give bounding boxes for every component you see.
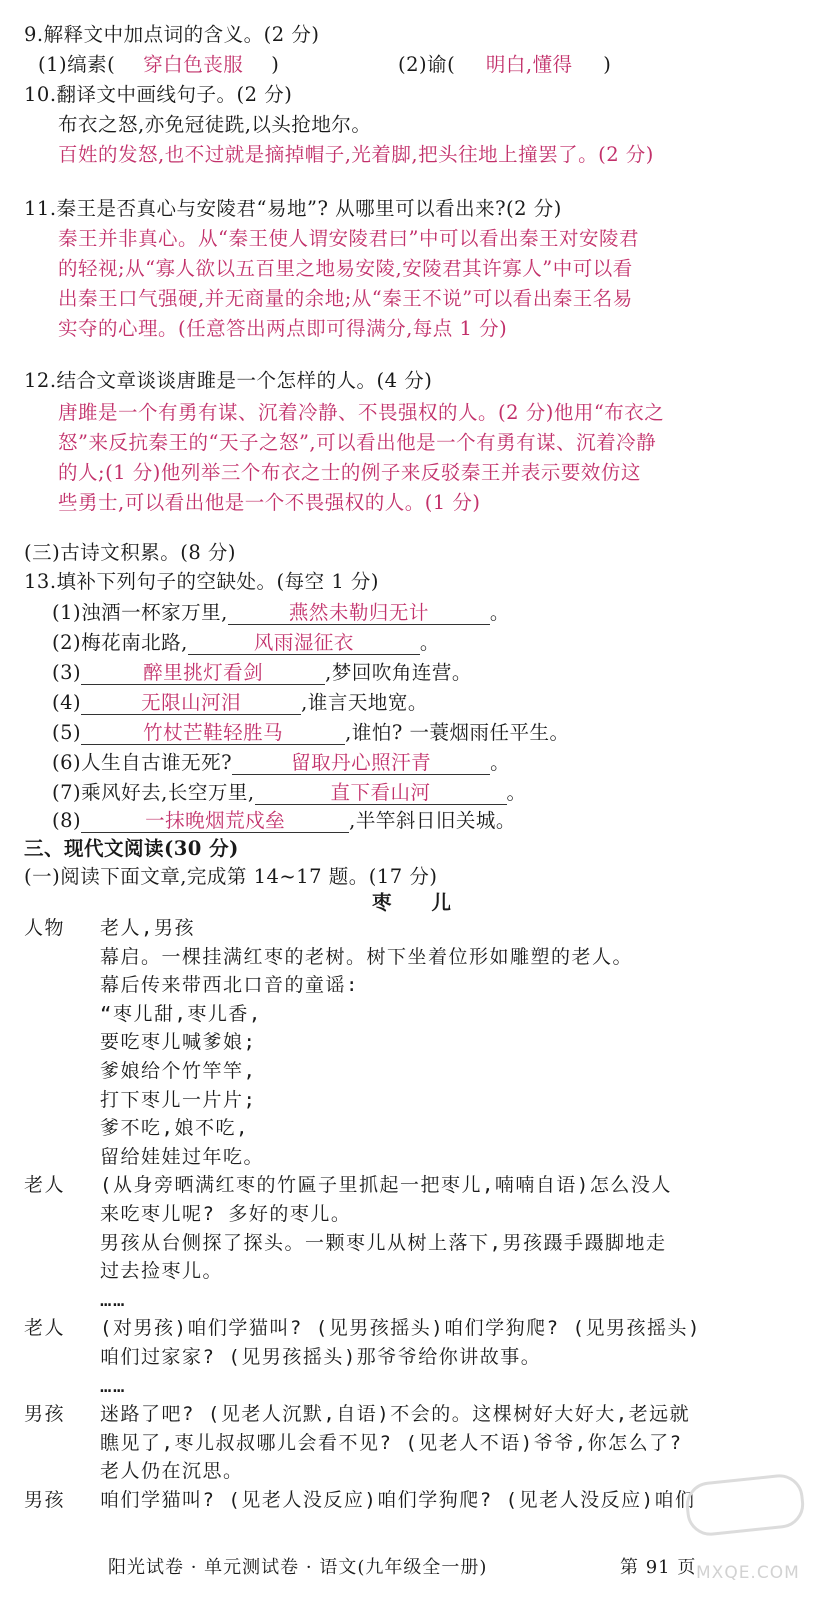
q12-answer-line: 的人;(1 分)他列举三个布衣之士的例子来反驳秦王并表示要效仿这 [58, 461, 641, 484]
part3-title: 三、现代文阅读(30 分) [24, 837, 239, 860]
q9-item2-label: (2)谕( [398, 53, 456, 76]
script-speaker: 男孩 [24, 1403, 66, 1425]
q13-blank-8: 一抹晚烟荒戍垒 [81, 810, 349, 833]
script-line: 老人仍在沉思。 [100, 1460, 244, 1482]
q11-answer-line: 的轻视;从“寡人欲以五百里之地易安陵,安陵君其许寡人”中可以看 [58, 257, 633, 280]
script-line: 幕启。一棵挂满红枣的老树。树下坐着位形如雕塑的老人。 [100, 946, 634, 968]
q10-title: 10.翻译文中画线句子。(2 分) [24, 83, 293, 106]
script-line: 迷路了吧? (见老人沉默,自语)不会的。这棵树好大好大,老远就 [100, 1403, 691, 1425]
q13-blank-5: 竹杖芒鞋轻胜马 [81, 722, 345, 745]
q11-answer-line: 出秦王口气强硬,并无商量的余地;从“秦王不说”可以看出秦王名易 [58, 287, 633, 310]
q13-item-pre: (5) [52, 721, 82, 744]
q11-title: 11.秦王是否真心与安陵君“易地”? 从哪里可以看出来?(2 分) [24, 197, 562, 220]
q13-item-4 [52, 690, 428, 716]
script-line: 男孩从台侧探了探头。一颗枣儿从树上落下,男孩蹑手蹑脚地走 [100, 1232, 667, 1254]
script-line: 咱们过家家? (见男孩摇头)那爷爷给你讲故事。 [100, 1346, 542, 1368]
q13-item-6 [52, 750, 510, 776]
q13-item-post: ,谁言天地宽。 [301, 691, 428, 714]
script-line: 过去捡枣儿。 [100, 1260, 224, 1282]
script-line: 幕后传来带西北口音的童谣: [100, 974, 359, 996]
q9-item1 [38, 52, 279, 78]
footer-page-number: 第 91 页 [620, 1557, 697, 1578]
script-line: 打下枣儿一片片; [100, 1089, 257, 1111]
q9-item2-close: ) [603, 53, 612, 76]
script-line: 爹不吃,娘不吃, [100, 1117, 249, 1139]
q13-item-post: 。 [489, 601, 510, 624]
story-title: 枣儿 [372, 891, 492, 914]
script-line: 要吃枣儿喊爹娘; [100, 1031, 257, 1053]
q10-answer: 百姓的发怒,也不过就是摘掉帽子,光着脚,把头往地上撞罢了。(2 分) [58, 143, 654, 166]
q13-blank-7: 直下看山河 [255, 782, 507, 805]
q13-item-3 [52, 660, 472, 686]
q13-item-7 [52, 780, 527, 806]
footer-text: 阳光试卷 · 单元测试卷 · 语文(九年级全一册) [108, 1557, 488, 1578]
script-speaker: 男孩 [24, 1489, 66, 1511]
q13-item-pre: (4) [52, 691, 82, 714]
q13-blank-3: 醉里挑灯看剑 [81, 662, 325, 685]
script-line: 爹娘给个竹竿竿, [100, 1060, 257, 1082]
script-line: (对男孩)咱们学猫叫? (见男孩摇头)咱们学狗爬? (见男孩摇头) [100, 1317, 701, 1339]
q13-item-8 [52, 808, 516, 834]
script-line: 来吃枣儿呢? 多好的枣儿。 [100, 1203, 352, 1225]
q13-blank-6: 留取丹心照汗青 [232, 752, 490, 775]
script-line: “枣儿甜,枣儿香, [100, 1003, 262, 1025]
q12-title: 12.结合文章谈谈唐雎是一个怎样的人。(4 分) [24, 369, 433, 392]
script-line: 老人,男孩 [100, 917, 195, 939]
q13-item-pre: (1)浊酒一杯家万里, [52, 601, 228, 624]
q13-item-pre: (6)人生自古谁无死? [52, 751, 233, 774]
q13-item-post: 。 [419, 631, 440, 654]
q10-sentence: 布衣之怒,亦免冠徒跣,以头抢地尔。 [58, 113, 372, 136]
script-line: …… [100, 1289, 126, 1311]
q13-item-pre: (7)乘风好去,长空万里, [52, 781, 255, 804]
watermark-text: MXQE.COM [696, 1563, 800, 1583]
q9-item2-answer: 明白,懂得 [485, 53, 573, 76]
q12-answer-line: 些勇士,可以看出他是一个不畏强权的人。(1 分) [58, 491, 481, 514]
q13-item-post: ,谁怕? 一蓑烟雨任平生。 [345, 721, 570, 744]
script-line: …… [100, 1375, 126, 1397]
part3-subtitle: (一)阅读下面文章,完成第 14~17 题。(17 分) [24, 865, 438, 888]
q13-item-2 [52, 630, 440, 656]
q13-title: 13.填补下列句子的空缺处。(每空 1 分) [24, 570, 380, 593]
q9-title: 9.解释文中加点词的含义。(2 分) [24, 23, 320, 46]
q13-item-1 [52, 600, 510, 626]
script-line: 瞧见了,枣儿叔叔哪儿会看不见? (见老人不语)爷爷,你怎么了? [100, 1432, 683, 1454]
script-line: 咱们学猫叫? (见老人没反应)咱们学狗爬? (见老人没反应)咱们 [100, 1489, 696, 1511]
script-speaker: 老人 [24, 1174, 66, 1196]
section3-title: (三)古诗文积累。(8 分) [24, 541, 237, 564]
q13-item-post: 。 [506, 781, 527, 804]
q9-item2 [398, 52, 611, 78]
q9-item1-label: (1)缟素( [38, 53, 116, 76]
watermark-logo-icon [684, 1472, 807, 1538]
q13-blank-1: 燕然未勒归无计 [228, 602, 490, 625]
q11-answer-line: 秦王并非真心。从“秦王使人谓安陵君曰”中可以看出秦王对安陵君 [58, 227, 639, 250]
q11-answer-line: 实夺的心理。(任意答出两点即可得满分,每点 1 分) [58, 317, 508, 340]
q12-answer-line: 唐雎是一个有勇有谋、沉着冷静、不畏强权的人。(2 分)他用“布衣之 [58, 401, 665, 424]
script-speaker: 老人 [24, 1317, 66, 1339]
q12-answer-line: 怒”来反抗秦王的“天子之怒”,可以看出他是一个有勇有谋、沉着冷静 [58, 431, 657, 454]
q13-item-post: ,梦回吹角连营。 [325, 661, 472, 684]
q13-item-pre: (8) [52, 809, 82, 832]
q13-item-5 [52, 720, 569, 746]
script-line: 留给娃娃过年吃。 [100, 1146, 265, 1168]
q13-item-post: 。 [490, 751, 511, 774]
script-speaker: 人物 [24, 917, 66, 939]
script-line: (从身旁晒满红枣的竹匾子里抓起一把枣儿,喃喃自语)怎么没人 [100, 1174, 672, 1196]
q13-item-post: ,半竿斜日旧关城。 [349, 809, 516, 832]
q13-item-pre: (3) [52, 661, 82, 684]
q13-blank-4: 无限山河泪 [81, 692, 301, 715]
q9-item1-answer: 穿白色丧服 [143, 53, 244, 76]
q9-item1-close: ) [271, 53, 280, 76]
q13-blank-2: 风雨湿征衣 [188, 632, 420, 655]
q13-item-pre: (2)梅花南北路, [52, 631, 188, 654]
